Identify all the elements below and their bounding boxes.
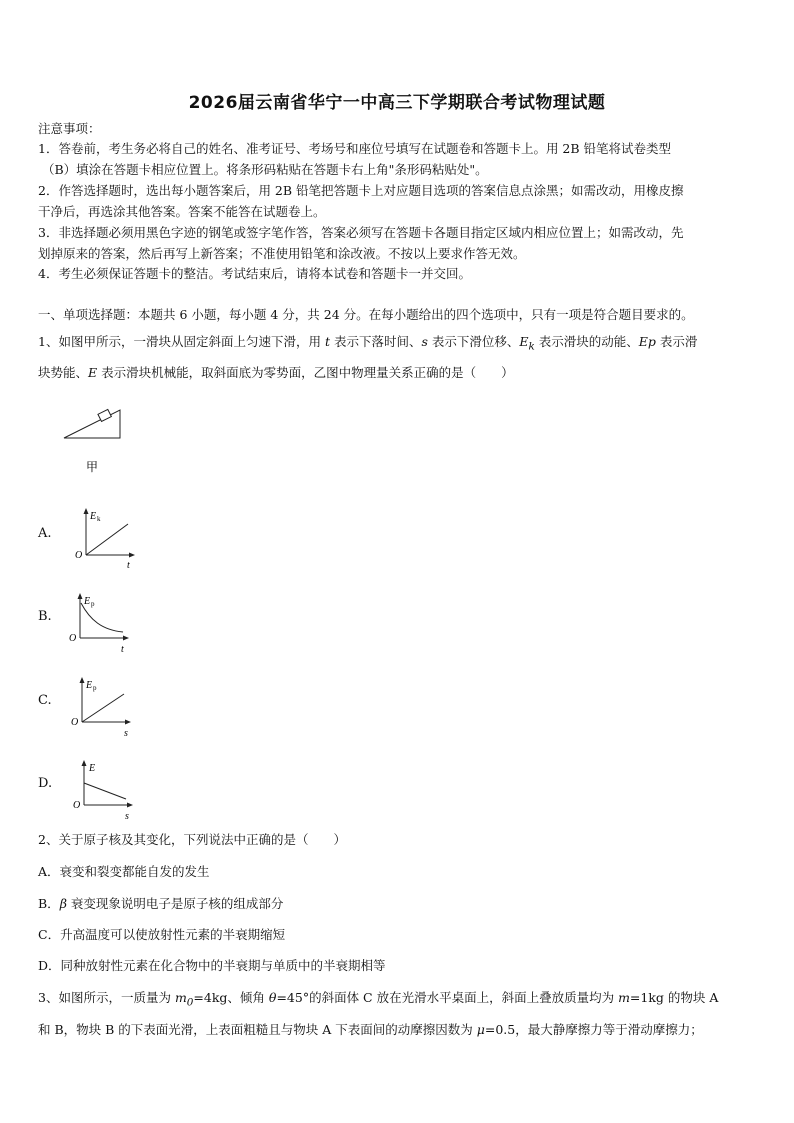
q3-text-b: =4kg、倾角 [193, 990, 269, 1005]
q1-var-ek: E [519, 334, 529, 349]
q2-option-b-prefix: B． [38, 896, 60, 911]
figure-caption: 甲 [85, 460, 99, 474]
q1-option-c-yaxis: E [86, 680, 93, 691]
notice-line-4: 干净后，再选涂其他答案。答案不能答在试题卷上。 [38, 204, 326, 219]
q1-text-b: 表示下落时间、 [329, 334, 422, 349]
q1-var-ek-sub: k [528, 340, 535, 353]
notice-line-3: 2．作答选择题时，选出每小题答案后，用 2B 铅笔把答题卡上对应题目选项的答案信息点涂黑；如需改动，用橡皮擦 [38, 183, 684, 198]
q1-option-d-label: D. [38, 776, 53, 791]
q1-option-b-graph [66, 590, 136, 656]
q2-option-b [38, 896, 283, 912]
q1-option-d-graph [68, 757, 138, 823]
q2-option-b-beta: β [59, 896, 67, 911]
q1-option-b-yaxis-sub: p [91, 600, 95, 608]
q3-var-m0: m [174, 990, 187, 1005]
q1-option-a-graph [70, 505, 140, 571]
q3-text-c: =45°的斜面体 C 放在光滑水平桌面上，斜面上叠放质量均为 [276, 990, 619, 1005]
q1-text-a: 1、如图甲所示，一滑块从固定斜面上匀速下滑，用 [38, 334, 325, 349]
q1-option-d-origin: O [73, 800, 81, 811]
notice-line-6: 划掉原来的答案，然后再写上新答案；不准使用铅笔和涂改液。不按以上要求作答无效。 [38, 246, 526, 261]
q3-text-a: 3、如图所示，一质量为 [38, 990, 175, 1005]
notice-line-2: （B）填涂在答题卡相应位置上。将条形码粘贴在答题卡右上角"条形码粘贴处"。 [42, 162, 488, 177]
q1-var-s: s [421, 334, 428, 349]
q2-option-c: C．升高温度可以使放射性元素的半衰期缩短 [38, 927, 286, 942]
q1-line-2 [38, 365, 514, 381]
q1-option-b-origin: O [69, 633, 77, 644]
q1-option-a-origin: O [75, 550, 83, 561]
page-title: 2026届云南省华宁一中高三下学期联合考试物理试题 [188, 93, 606, 113]
q3-var-m: m [618, 990, 630, 1005]
q1-text-f: 块势能、 [38, 365, 89, 380]
q1-option-d-xaxis: s [125, 811, 129, 822]
q2-stem: 2、关于原子核及其变化，下列说法中正确的是（ ） [38, 832, 346, 847]
q1-option-b-xaxis: t [121, 644, 124, 655]
q1-option-c-label: C. [38, 693, 52, 708]
q1-text-e: 表示滑 [655, 334, 698, 349]
q1-var-t: t [324, 334, 330, 349]
q1-option-a-yaxis-sub: k [97, 515, 101, 523]
q2-option-a: A．衰变和裂变都能自发的发生 [38, 864, 210, 879]
q1-var-ep: Ep [638, 334, 656, 349]
q1-option-c-origin: O [71, 717, 79, 728]
section-heading: 一、单项选择题：本题共 6 小题，每小题 4 分，共 24 分。在每小题给出的四个选项中，只有一项是符合题目要求的。 [38, 307, 694, 322]
q3-var-mu: μ [476, 1022, 485, 1037]
q1-text-c: 表示下滑位移、 [427, 334, 520, 349]
q1-option-d-yaxis: E [89, 763, 96, 774]
q1-option-a-yaxis: E [90, 511, 97, 522]
q3-line-2 [38, 1022, 703, 1038]
q2-option-d: D．同种放射性元素在化合物中的半衰期与单质中的半衰期相等 [38, 958, 386, 973]
q3-line-1 [38, 990, 718, 1011]
q1-option-c-xaxis: s [124, 728, 128, 739]
q3-text-d: =1kg 的物块 A [629, 990, 719, 1005]
q1-option-c-yaxis-sub: p [93, 684, 97, 692]
q2-option-b-rest: 衰变现象说明电子是原子核的组成部分 [66, 896, 284, 911]
q1-option-b-yaxis: E [84, 596, 91, 607]
q1-option-a-label: A. [38, 526, 52, 541]
q1-option-b-label: B. [38, 609, 52, 624]
q1-line-1 [38, 334, 697, 355]
q3-text-f: =0.5，最大静摩擦力等于滑动摩擦力； [484, 1022, 703, 1037]
q3-var-m0-sub: 0 [186, 996, 194, 1009]
incline-figure [58, 400, 128, 480]
q3-text-e: 和 B，物块 B 的下表面光滑，上表面粗糙且与物块 A 下表面间的动摩擦因数为 [38, 1022, 477, 1037]
q3-var-theta: θ [268, 990, 277, 1005]
q1-option-c-graph [66, 674, 136, 740]
notice-heading: 注意事项： [38, 121, 101, 136]
q1-option-a-xaxis: t [127, 560, 130, 571]
q1-text-d: 表示滑块的动能、 [534, 334, 639, 349]
notice-line-1: 1．答卷前，考生务必将自己的姓名、准考证号、考场号和座位号填写在试题卷和答题卡上。用 2B 铅笔将试卷类型 [38, 141, 672, 156]
notice-line-5: 3．非选择题必须用黑色字迹的钢笔或签字笔作答，答案必须写在答题卡各题目指定区域内相应位置上；如需改动，先 [38, 225, 684, 240]
q1-text-g: 表示滑块机械能，取斜面底为零势面，乙图中物理量关系正确的是（ ） [97, 365, 514, 380]
q1-var-E: E [88, 365, 98, 380]
notice-line-7: 4．考生必须保证答题卡的整洁。考试结束后，请将本试卷和答题卡一并交回。 [38, 266, 471, 281]
incline-triangle [64, 410, 120, 438]
